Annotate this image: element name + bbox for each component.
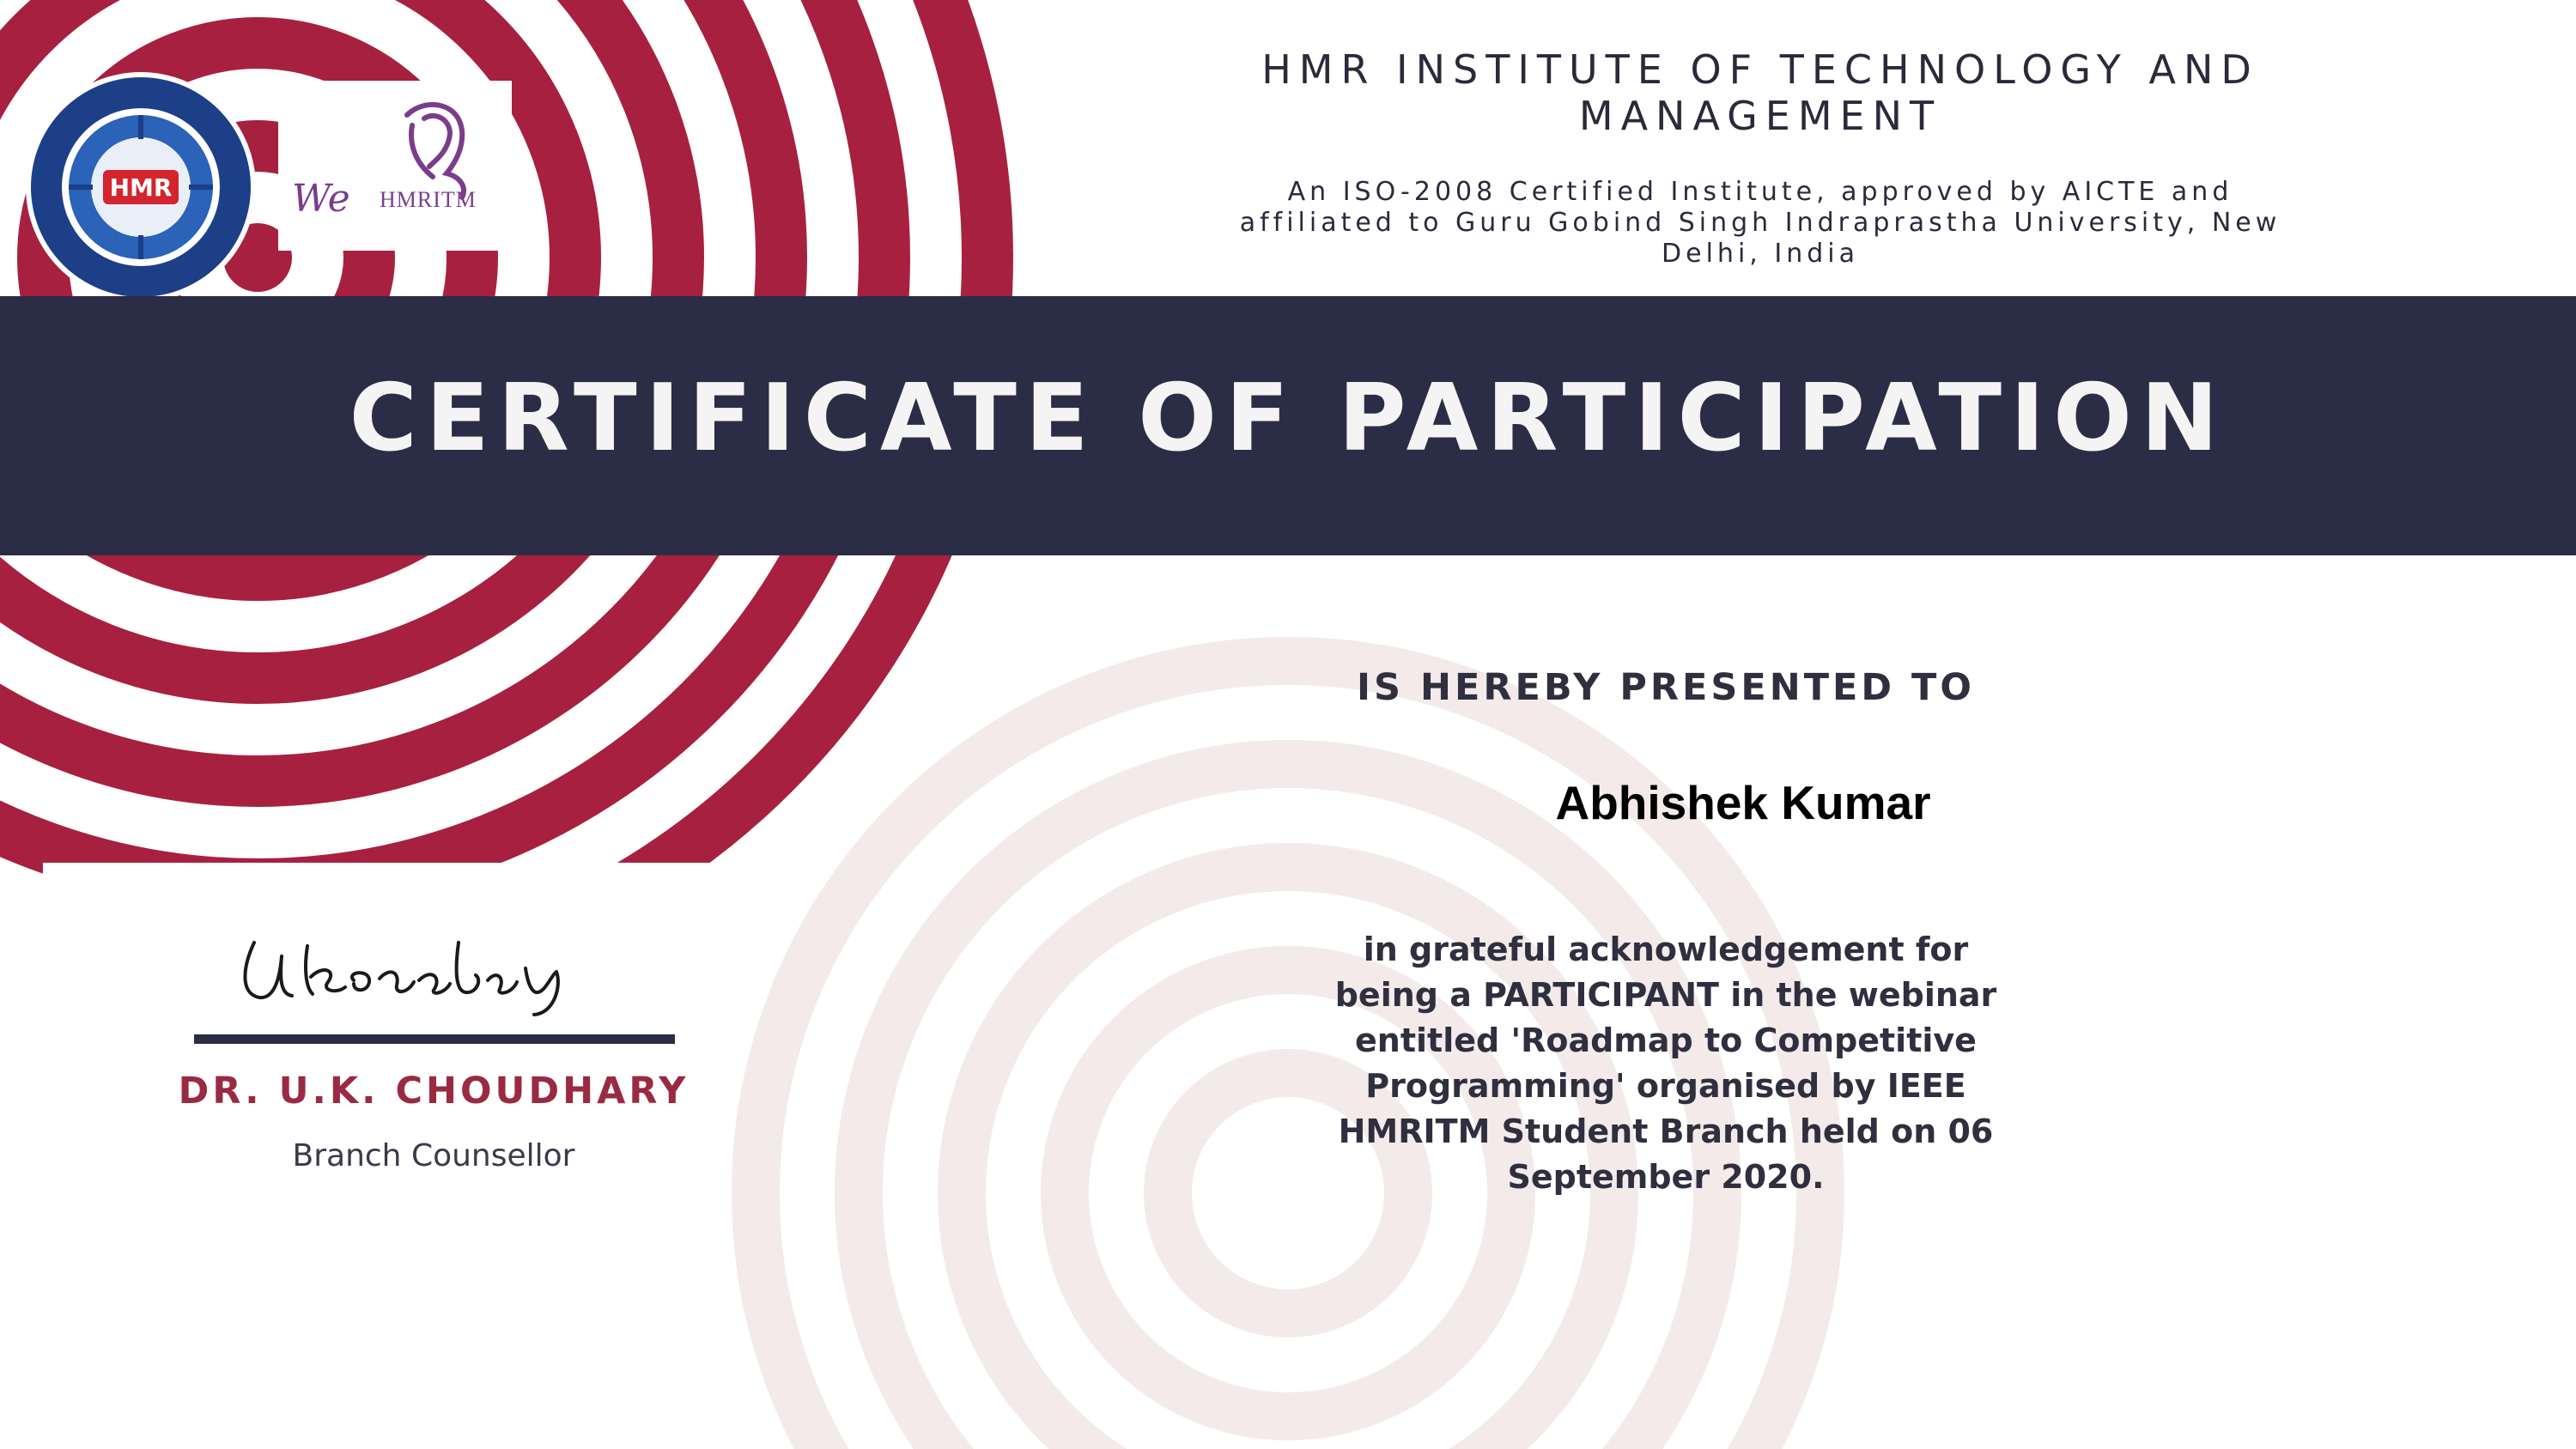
- institute-desc-line3: Delhi, India: [1662, 239, 1859, 269]
- institute-name-line1: HMR INSTITUTE OF TECHNOLOGY AND: [1261, 46, 2259, 93]
- institute-name-line2: MANAGEMENT: [1578, 93, 1942, 139]
- ack-line: entitled 'Roadmap to Competitive: [1355, 1022, 1977, 1059]
- recipient-name: Abhishek Kumar: [1555, 776, 1931, 829]
- ack-line: Programming' organised by IEEE: [1365, 1067, 1966, 1105]
- certificate-title: CERTIFICATE OF PARTICIPATION: [349, 365, 2227, 472]
- ack-line: HMRITM Student Branch held on 06: [1338, 1113, 1994, 1150]
- hmritm-we: We: [292, 177, 350, 221]
- signer-name: DR. U.K. CHOUDHARY: [178, 1070, 690, 1113]
- ack-line: being a PARTICIPANT in the webinar: [1334, 976, 1997, 1014]
- institute-desc-line2: affiliated to Guru Gobind Singh Indraprastha University, New: [1239, 208, 2281, 238]
- hmr-institute-logo: [24, 70, 258, 304]
- institute-desc-line1: An ISO-2008 Certified Institute, approved by AICTE and: [1287, 177, 2233, 207]
- hmritm-profile-icon: [278, 81, 512, 251]
- ack-line: September 2020.: [1507, 1158, 1825, 1196]
- institute-description: [1073, 177, 2447, 270]
- institute-name: [1073, 46, 2447, 139]
- handwritten-signature: [225, 908, 620, 1020]
- acknowledgement-text: [1236, 927, 2095, 1200]
- presented-to-heading: IS HEREBY PRESENTED TO: [1357, 666, 1975, 709]
- hmritm-name: HMRITM: [380, 187, 477, 212]
- hmritm-logo: [278, 81, 512, 251]
- signature-line: [194, 1034, 675, 1044]
- ack-line: in grateful acknowledgement for: [1363, 931, 1969, 968]
- hmr-logo-badge: HMR: [109, 173, 173, 202]
- signer-role: Branch Counsellor: [292, 1138, 575, 1173]
